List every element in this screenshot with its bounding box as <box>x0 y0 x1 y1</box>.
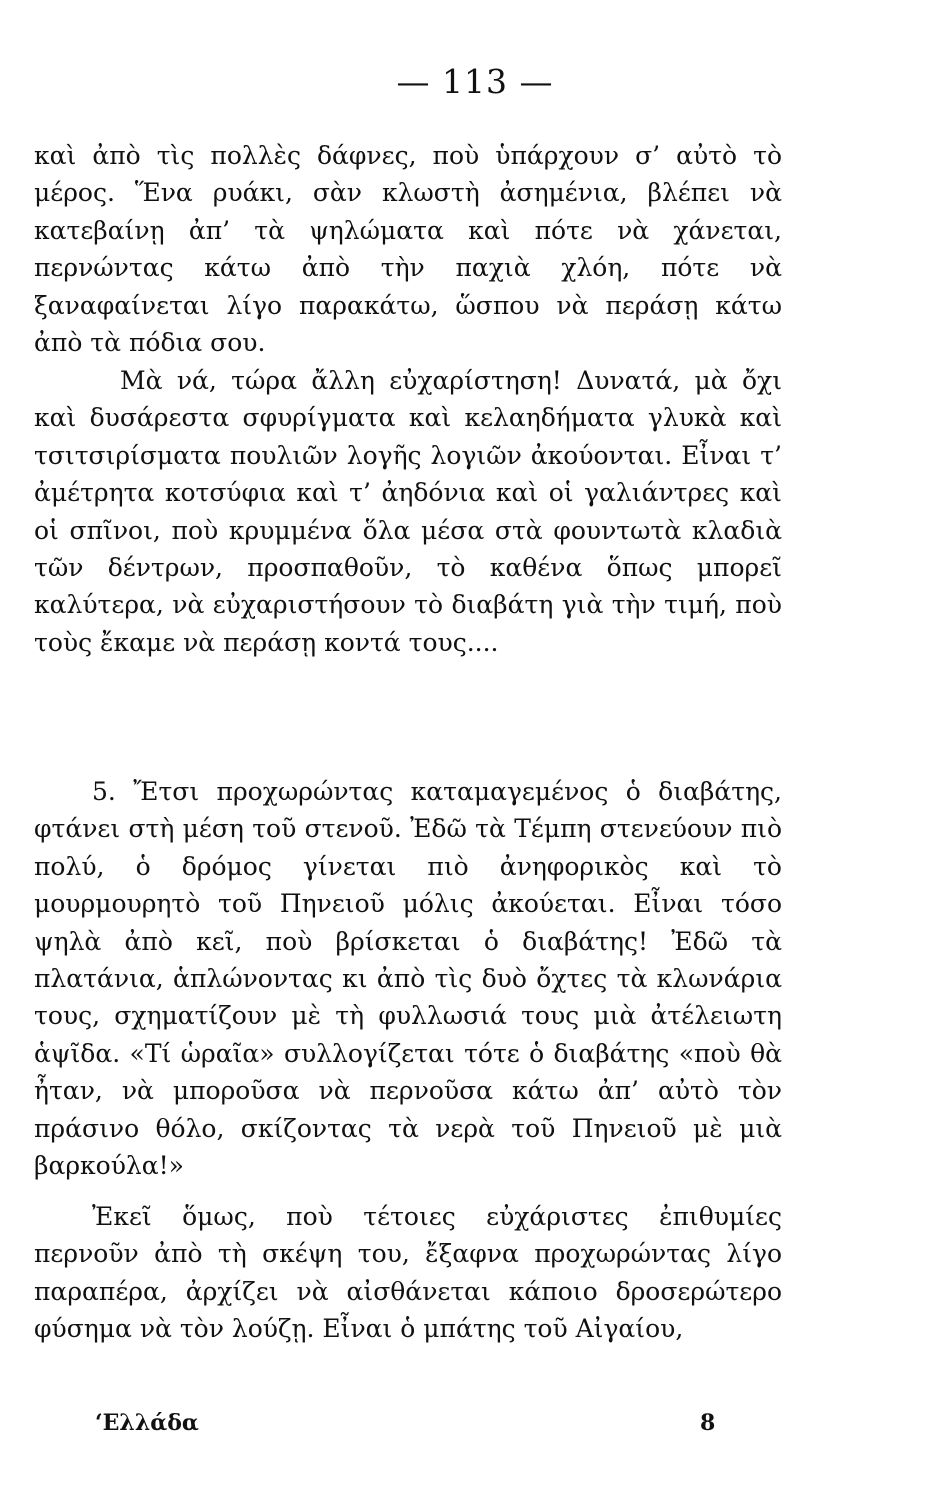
paragraph-1 <box>34 137 782 361</box>
paragraph-4 <box>34 1198 782 1348</box>
footer-title: ‘Ελλάδα <box>95 1410 199 1436</box>
paragraph-text: Ἐκεῖ ὅμως, ποὺ τέτοιες εὐχάριστες ἐπιθυμίες περνοῦν ἀπὸ τὴ σκέψη του, ἔξαφνα προχωρώντας λίγο παραπέρα, ἀρχίζει νὰ αἰσθάνεται κάποιο δροσερώτερο φύσημα νὰ τὸν λούζῃ. Εἶναι ὁ μπάτης τοῦ Αἰγαίου, <box>34 1202 782 1344</box>
paragraph-3 <box>34 773 782 1184</box>
paragraph-text: Μὰ νά, τώρα ἄλλη εὐχαρίστηση! Δυνατά, μὰ ὄχι καὶ δυσάρεστα σφυρίγματα καὶ κελαηδήματα γλυκὰ καὶ τσιτσιρίσματα πουλιῶν λογῆς λογιῶν ἀκούονται. Εἶναι τ’ ἀμέτρητα κοτσύφια καὶ τ’ ἀηδόνια καὶ οἱ γαλιάντρες καὶ οἱ σπῖνοι, ποὺ κρυμμένα ὅλα μέσα στὰ φουντωτὰ κλαδιὰ τῶν δέντρων, προσπαθοῦν, τὸ καθένα ὅπως μπορεῖ καλύτερα, νὰ εὐχαριστήσουν τὸ διαβάτη γιὰ τὴν τιμή, ποὺ τοὺς ἔκαμε νὰ περάσῃ κοντά τους.... <box>34 366 782 657</box>
paragraph-text: καὶ ἀπὸ τὶς πολλὲς δάφνες, ποὺ ὑπάρχουν σ’ αὐτὸ τὸ μέρος. Ἕνα ρυάκι, σὰν κλωστὴ ἀσημένια, βλέπει νὰ κατεβαίνῃ ἀπ’ τὰ ψηλώματα καὶ πότε νὰ χάνεται, περνώντας κάτω ἀπὸ τὴν παχιὰ χλόη, πότε νὰ ξαναφαίνεται λίγο παρακάτω, ὥσπου νὰ περάσῃ κάτω ἀπὸ τὰ πόδια σου. <box>34 141 782 358</box>
paragraph-2 <box>34 362 782 661</box>
paragraph-text: 5. Ἔτσι προχωρώντας καταμαγεμένος ὁ διαβάτης, φτάνει στὴ μέση τοῦ στενοῦ. Ἐδῶ τὰ Τέμπη στενεύουν πιὸ πολύ, ὁ δρόμος γίνεται πιὸ ἀνηφορικὸς καὶ τὸ μουρμουρητὸ τοῦ Πηνειοῦ μόλις ἀκούεται. Εἶναι τόσο ψηλὰ ἀπὸ κεῖ, ποὺ βρίσκεται ὁ διαβάτης! Ἐδῶ τὰ πλατάνια, ἁπλώνοντας κι ἀπὸ τὶς δυὸ ὄχτες τὰ κλωνάρια τους, σχηματίζουν μὲ τὴ φυλλωσιά τους μιὰ ἀτέλειωτη ἁψῖδα. «Τί ὡραῖα» συλλογίζεται τότε ὁ διαβάτης «ποὺ θὰ ἦταν, νὰ μποροῦσα νὰ περνοῦσα κάτω ἀπ’ αὐτὸ τὸν πράσινο θόλο, σκίζοντας τὰ νερὰ τοῦ Πηνειοῦ μὲ μιὰ βαρκούλα!» <box>34 777 782 1181</box>
page-number: — 113 — <box>396 62 554 101</box>
signature-mark: 8 <box>700 1410 716 1436</box>
